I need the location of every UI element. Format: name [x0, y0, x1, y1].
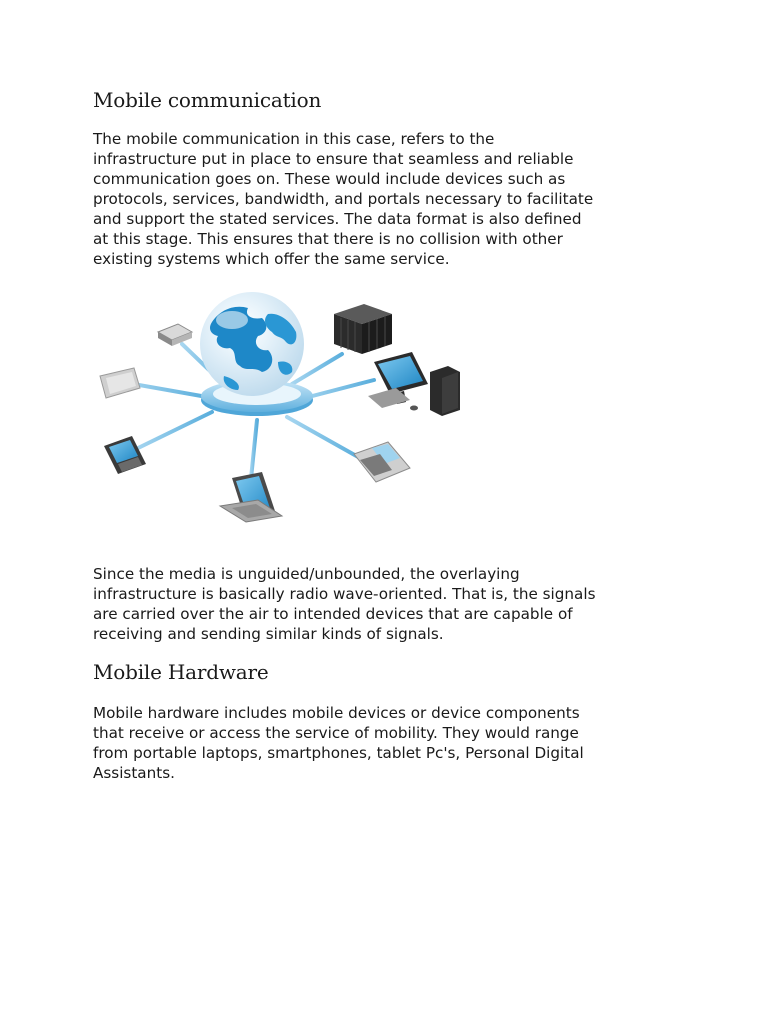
- paragraph-line: Since the media is unguided/unbounded, the overlaying: [93, 565, 520, 583]
- paragraph-line: at this stage. This ensures that there is no collision with other: [93, 230, 563, 248]
- paragraph-line: The mobile communication in this case, refers to the: [93, 130, 495, 148]
- desktop-computer-icon: [368, 352, 460, 416]
- paragraph-line: infrastructure put in place to ensure that seamless and reliable: [93, 150, 574, 168]
- paragraph-mobile-hardware: [93, 703, 584, 783]
- paragraph-line: Assistants.: [93, 764, 175, 782]
- paragraph-line: that receive or access the service of mobility. They would range: [93, 724, 579, 742]
- globe-icon: [200, 292, 304, 396]
- paragraph-unguided-media: [93, 564, 596, 644]
- paragraph-line: and support the stated services. The data format is also defined: [93, 210, 582, 228]
- tablet-icon: [100, 368, 140, 398]
- router-icon: [158, 324, 192, 346]
- laptop-icon: [220, 472, 282, 522]
- server-rack-icon: [334, 304, 392, 354]
- paragraph-line: existing systems which offer the same service.: [93, 250, 450, 268]
- section-heading-mobile-hardware: Mobile Hardware: [93, 660, 269, 684]
- paragraph-mobile-communication: [93, 129, 593, 269]
- pda-icon: [104, 436, 146, 474]
- paragraph-line: communication goes on. These would include devices such as: [93, 170, 566, 188]
- paragraph-line: infrastructure is basically radio wave-oriented. That is, the signals: [93, 585, 596, 603]
- paragraph-line: Mobile hardware includes mobile devices or device components: [93, 704, 580, 722]
- paragraph-line: from portable laptops, smartphones, tablet Pc's, Personal Digital: [93, 744, 584, 762]
- section-heading-mobile-communication: Mobile communication: [93, 88, 322, 112]
- network-globe-illustration: [92, 292, 472, 552]
- paragraph-line: protocols, services, bandwidth, and portals necessary to facilitate: [93, 190, 594, 208]
- paragraph-line: receiving and sending similar kinds of signals.: [93, 625, 444, 643]
- smartphone-icon: [354, 442, 410, 482]
- paragraph-line: are carried over the air to intended devices that are capable of: [93, 605, 573, 623]
